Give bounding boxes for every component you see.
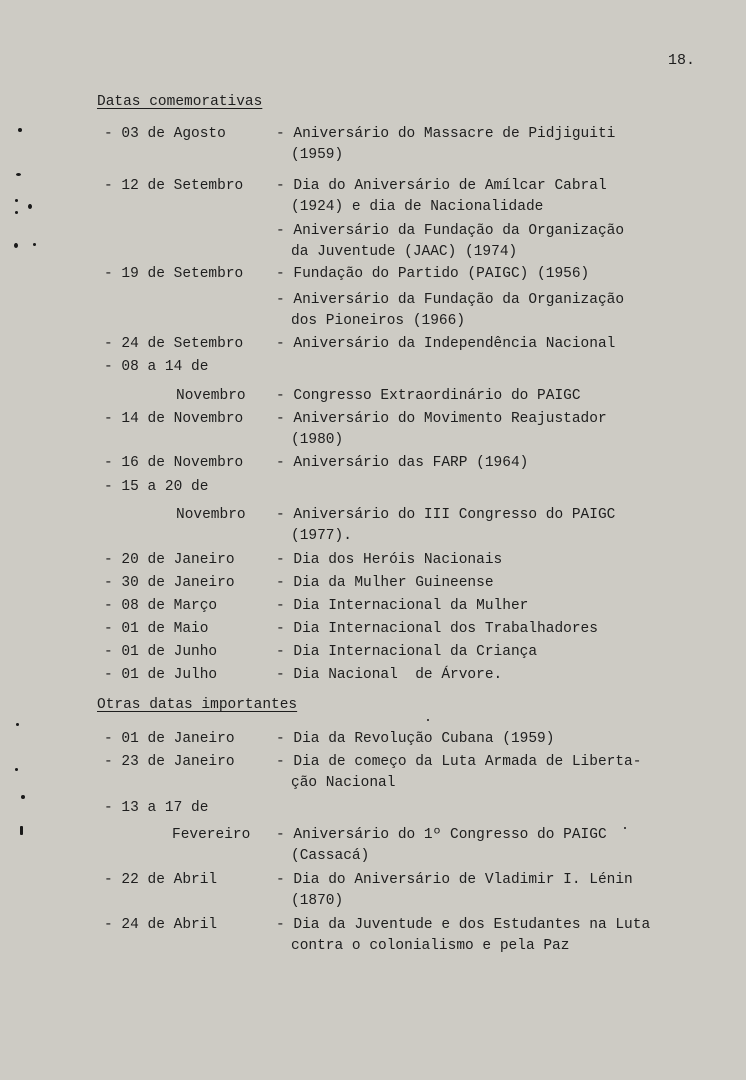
entry-desc-cont: (1980)	[291, 432, 344, 448]
entry-date: - 01 de Julho	[104, 667, 218, 683]
entry-desc: - Dia da Revolução Cubana (1959)	[276, 731, 555, 747]
scan-speck	[427, 719, 429, 721]
scan-speck	[28, 204, 32, 209]
entry-date: - 01 de Junho	[104, 644, 218, 660]
entry-desc: - Aniversário do Movimento Reajustador	[276, 411, 607, 427]
entry-desc-cont: da Juventude (JAAC) (1974)	[291, 244, 518, 260]
entry-desc: - Dia do Aniversário de Amílcar Cabral	[276, 178, 607, 194]
entry-desc: - Dia de começo da Luta Armada de Liberta-	[276, 754, 642, 770]
scan-speck	[15, 199, 18, 202]
section-heading-commemorative: Datas comemorativas	[97, 94, 263, 110]
page-number: 18.	[668, 52, 696, 69]
entry-desc-cont: (Cassacá)	[291, 848, 370, 864]
entry-desc: - Dia Internacional da Mulher	[276, 598, 529, 614]
entry-desc: - Congresso Extraordinário do PAIGC	[276, 388, 581, 404]
entry-date: - 20 de Janeiro	[104, 552, 235, 568]
entry-date: - 12 de Setembro	[104, 178, 244, 194]
entry-desc: - Aniversário da Fundação da Organização	[276, 223, 625, 239]
entry-desc: - Dia Internacional da Criança	[276, 644, 538, 660]
entry-desc: - Dia Nacional de Árvore.	[276, 667, 503, 683]
entry-desc: - Aniversário da Fundação da Organização	[276, 292, 625, 308]
scan-speck	[15, 768, 18, 771]
entry-date: - 16 de Novembro	[104, 455, 244, 471]
entry-desc-cont: contra o colonialismo e pela Paz	[291, 938, 570, 954]
entry-date-cont: Novembro	[176, 507, 246, 523]
entry-desc: - Aniversário do III Congresso do PAIGC	[276, 507, 616, 523]
entry-date: - 08 a 14 de	[104, 359, 209, 375]
entry-desc: - Aniversário do 1º Congresso do PAIGC	[276, 827, 607, 843]
entry-desc: - Dia da Juventude e dos Estudantes na Luta	[276, 917, 651, 933]
entry-desc: - Dia dos Heróis Nacionais	[276, 552, 503, 568]
entry-desc-cont: (1870)	[291, 893, 344, 909]
scan-speck	[21, 795, 25, 799]
entry-desc-cont: (1959)	[291, 147, 344, 163]
scan-speck	[18, 128, 22, 132]
entry-desc: - Aniversário do Massacre de Pidjiguiti	[276, 126, 616, 142]
entry-date: - 03 de Agosto	[104, 126, 226, 142]
entry-date: - 19 de Setembro	[104, 266, 244, 282]
entry-desc: - Dia da Mulher Guineense	[276, 575, 494, 591]
entry-desc-cont: ção Nacional	[291, 775, 396, 791]
entry-date-cont: Fevereiro	[172, 827, 251, 843]
entry-desc-cont: (1924) e dia de Nacionalidade	[291, 199, 544, 215]
entry-date: - 30 de Janeiro	[104, 575, 235, 591]
scan-speck	[33, 243, 36, 246]
entry-desc: - Dia do Aniversário de Vladimir I. Lénin	[276, 872, 633, 888]
entry-date: - 01 de Maio	[104, 621, 209, 637]
entry-desc-cont: (1977).	[291, 528, 352, 544]
section-heading-other: Otras datas importantes	[97, 697, 298, 713]
entry-date: - 22 de Abril	[104, 872, 218, 888]
entry-date: - 01 de Janeiro	[104, 731, 235, 747]
entry-desc: - Dia Internacional dos Trabalhadores	[276, 621, 598, 637]
entry-desc: - Aniversário das FARP (1964)	[276, 455, 529, 471]
scan-speck	[624, 827, 626, 829]
entry-desc: - Aniversário da Independência Nacional	[276, 336, 616, 352]
entry-date: - 24 de Abril	[104, 917, 218, 933]
entry-desc-cont: dos Pioneiros (1966)	[291, 313, 466, 329]
scan-speck	[20, 826, 23, 835]
entry-date: - 24 de Setembro	[104, 336, 244, 352]
scan-speck	[14, 243, 18, 248]
entry-date: - 08 de Março	[104, 598, 218, 614]
entry-date: - 13 a 17 de	[104, 800, 209, 816]
entry-desc: - Fundação do Partido (PAIGC) (1956)	[276, 266, 590, 282]
entry-date: - 15 a 20 de	[104, 479, 209, 495]
entry-date: - 14 de Novembro	[104, 411, 244, 427]
scan-speck	[15, 211, 18, 214]
entry-date-cont: Novembro	[176, 388, 246, 404]
scan-speck	[16, 723, 19, 726]
scan-speck	[16, 173, 21, 176]
entry-date: - 23 de Janeiro	[104, 754, 235, 770]
